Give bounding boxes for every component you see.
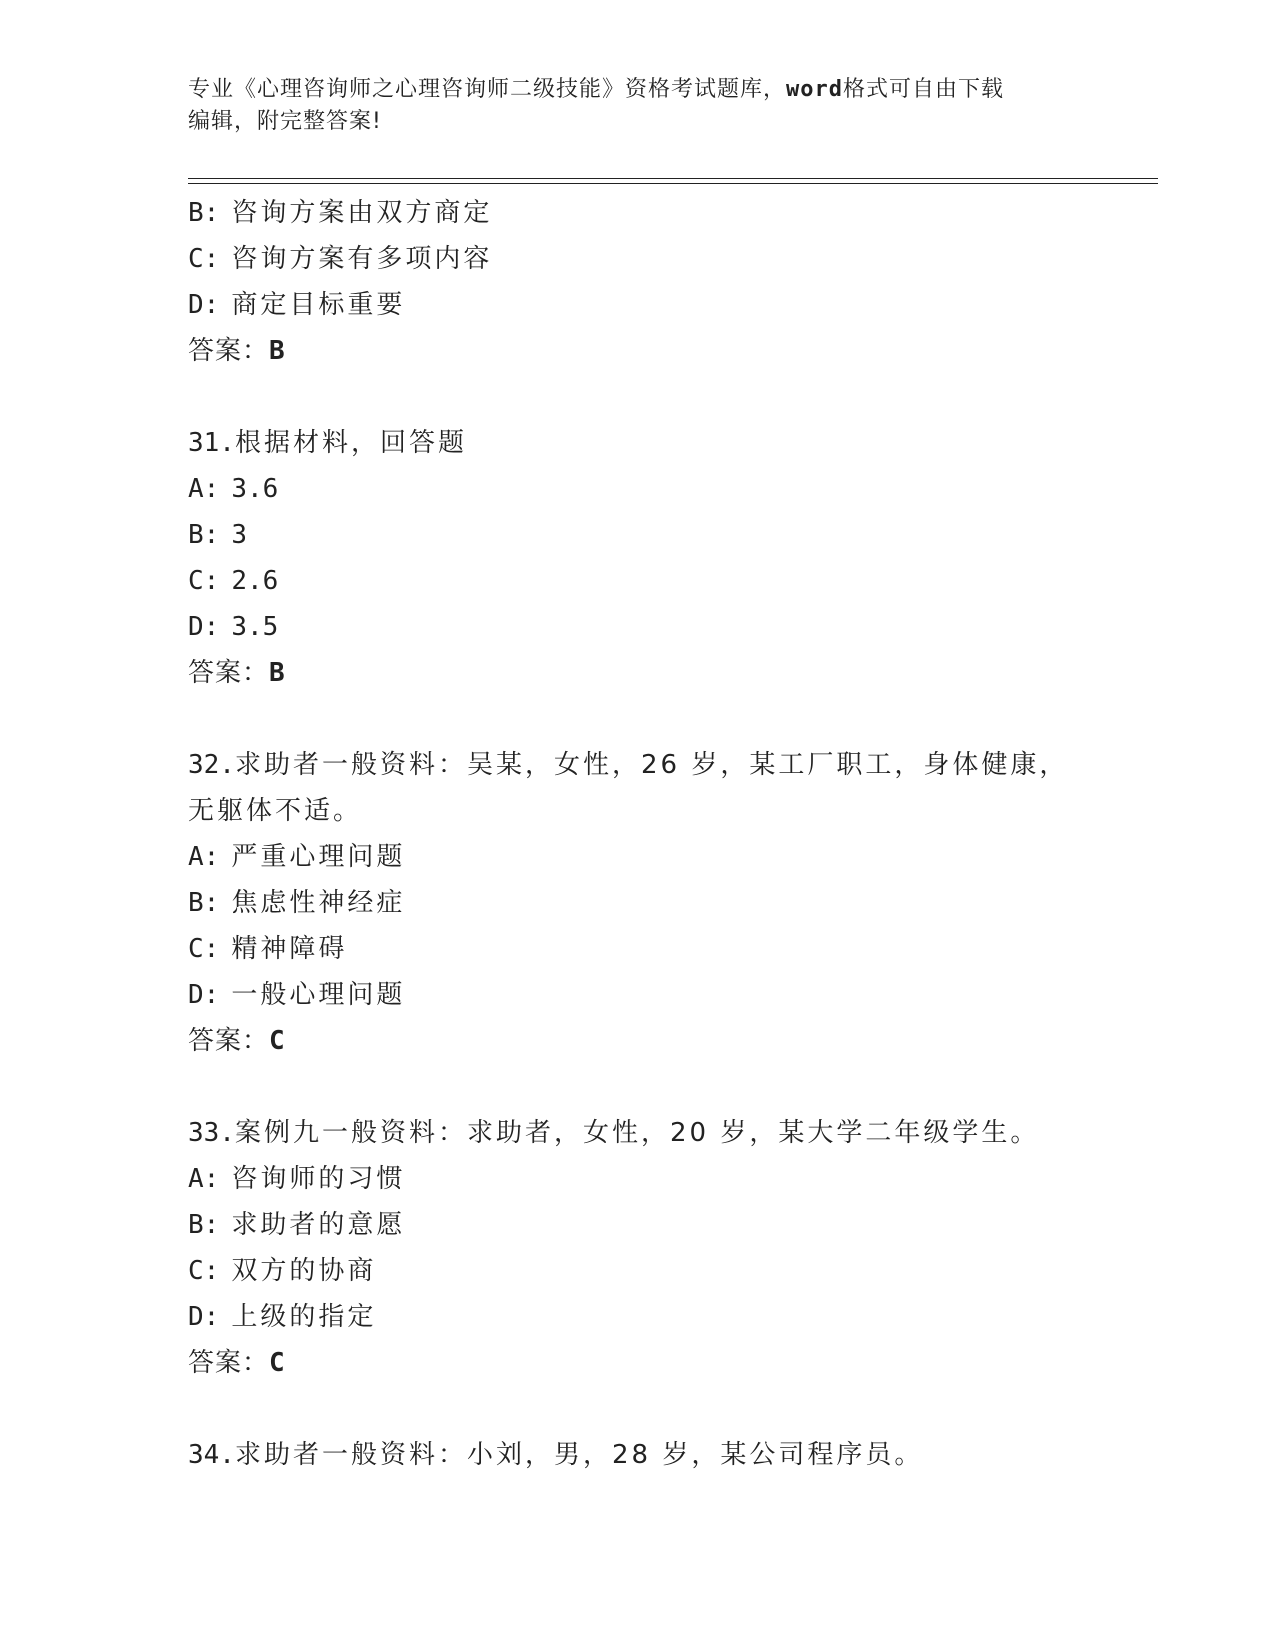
option-row [188,282,1088,328]
answer-value: C [269,1348,286,1378]
option-label: C: [188,244,220,274]
question-body: 案例九一般资料：求助者，女性，20 岁，某大学二年级学生。 [234,1118,1040,1148]
question-text [188,420,1088,466]
option-text: 咨询师的习惯 [231,1164,406,1194]
header-line-2: 编辑，附完整答案! [188,109,382,134]
option-label: A: [188,842,220,872]
question-number: 32. [188,750,235,780]
question-body: 求助者一般资料：吴某，女性，26 岁，某工厂职工，身体健康，无躯体不适。 [188,750,1069,826]
option-text: 双方的协商 [231,1256,377,1286]
answer-label: 答案： [188,1026,270,1056]
option-text: 严重心理问题 [231,842,406,872]
question-text [188,1110,1088,1156]
answer-row [188,650,1088,696]
prev-question [188,190,1088,374]
option-text: 3.5 [231,612,279,642]
header-divider-top [188,178,1158,179]
answer-label: 答案： [188,658,270,688]
option-label: D: [188,1302,220,1332]
question-number: 33. [188,1118,235,1148]
question-body: 求助者一般资料：小刘，男，28 岁，某公司程序员。 [234,1440,924,1470]
option-label: D: [188,290,220,320]
question-number: 34. [188,1440,235,1470]
option-row [188,972,1088,1018]
question-text [188,742,1088,834]
answer-row [188,1340,1088,1386]
header-line-1 [188,74,1068,106]
option-text: 精神障碍 [231,934,348,964]
answer-row [188,1018,1088,1064]
option-label: C: [188,934,220,964]
option-label: A: [188,474,220,504]
option-row [188,834,1088,880]
header-text-part2: 格式可自由下载 [843,77,1005,102]
option-text: 焦虑性神经症 [231,888,406,918]
option-text: 咨询方案由双方商定 [231,198,493,228]
question-32 [188,742,1088,1064]
question-33 [188,1110,1088,1386]
spacer [188,1064,1088,1110]
spacer [188,696,1088,742]
option-row [188,558,1088,604]
answer-value: C [269,1026,286,1056]
spacer [188,1386,1088,1432]
option-label: B: [188,1210,220,1240]
option-label: B: [188,888,220,918]
header-divider-bottom [188,183,1158,184]
option-text: 上级的指定 [231,1302,377,1332]
option-label: A: [188,1164,220,1194]
option-row [188,1156,1088,1202]
answer-label: 答案： [188,336,270,366]
option-label: D: [188,980,220,1010]
option-row [188,512,1088,558]
answer-row [188,328,1088,374]
option-row [188,1248,1088,1294]
option-row [188,880,1088,926]
option-row [188,1202,1088,1248]
spacer [188,374,1088,420]
header-text-word: word [786,77,843,102]
question-list [188,190,1088,1478]
answer-value: B [269,336,286,366]
option-text: 2.6 [231,566,279,596]
option-label: D: [188,612,220,642]
answer-value: B [269,658,286,688]
option-text: 咨询方案有多项内容 [231,244,493,274]
option-row [188,466,1088,512]
option-text: 3 [231,520,247,550]
answer-label: 答案： [188,1348,270,1378]
option-text: 一般心理问题 [231,980,406,1010]
question-31 [188,420,1088,696]
option-row [188,190,1088,236]
question-text [188,1432,1088,1478]
header-text-part1: 专业《心理咨询师之心理咨询师二级技能》资格考试题库， [188,77,787,102]
option-label: C: [188,1256,220,1286]
option-text: 3.6 [231,474,279,504]
option-label: B: [188,520,220,550]
option-label: C: [188,566,220,596]
option-text: 求助者的意愿 [231,1210,406,1240]
question-34 [188,1432,1088,1478]
option-row [188,1294,1088,1340]
option-label: B: [188,198,220,228]
option-text: 商定目标重要 [231,290,406,320]
option-row [188,236,1088,282]
option-row [188,604,1088,650]
question-body: 根据材料，回答题 [234,428,467,458]
option-row [188,926,1088,972]
question-number: 31. [188,428,235,458]
document-header [188,74,1068,138]
